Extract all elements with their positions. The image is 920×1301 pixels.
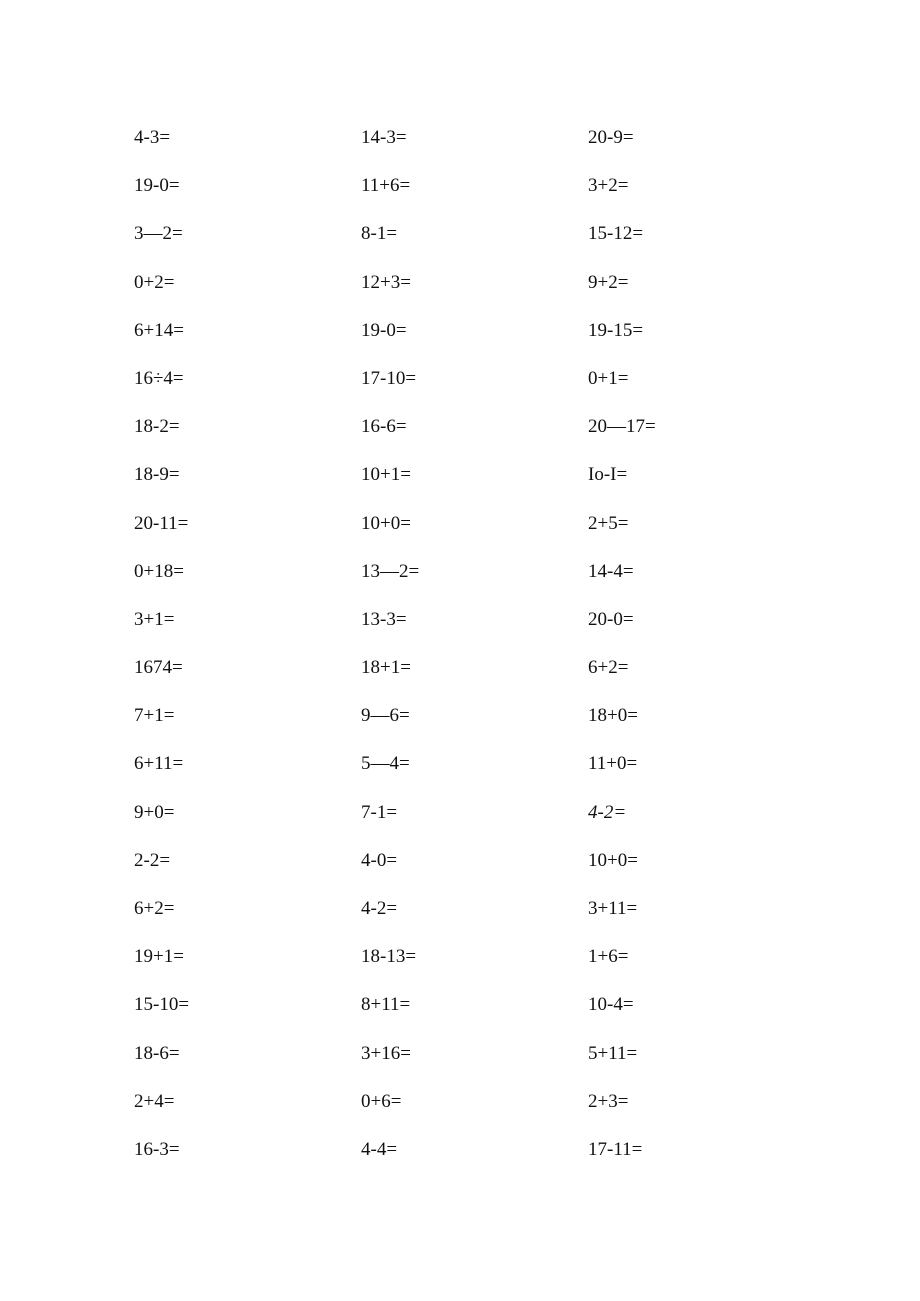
problem: 14-4= bbox=[588, 560, 634, 582]
problem: 3+1= bbox=[134, 608, 175, 630]
problem: 2+3= bbox=[588, 1090, 629, 1112]
problem: 17-11= bbox=[588, 1138, 643, 1160]
problem: 10-4= bbox=[588, 994, 634, 1016]
problem: 19-0= bbox=[134, 175, 180, 197]
problem: 2-2= bbox=[134, 849, 171, 871]
problem: 0+2= bbox=[134, 271, 175, 293]
problem: 2+4= bbox=[134, 1090, 175, 1112]
problem: 4-2= bbox=[361, 898, 398, 919]
problem: 9—6= bbox=[361, 705, 410, 727]
problem: 18-2= bbox=[134, 416, 180, 438]
problem: 4-3= bbox=[134, 127, 171, 148]
problem: 0+1= bbox=[588, 367, 629, 389]
problem: 7-1= bbox=[361, 801, 398, 823]
problem: 19+1= bbox=[134, 946, 184, 968]
problem: 3+11= bbox=[588, 898, 638, 919]
problem: 18-9= bbox=[134, 464, 180, 486]
problem: 6+11= bbox=[134, 753, 184, 775]
problem: 4-4= bbox=[361, 1138, 398, 1160]
problem: 16-6= bbox=[361, 416, 407, 438]
problem: 6+2= bbox=[588, 657, 629, 679]
problem: 6+2= bbox=[134, 898, 175, 919]
problem: 13-3= bbox=[361, 608, 407, 630]
problem: 3—2= bbox=[134, 223, 183, 245]
problem: 15-12= bbox=[588, 223, 644, 245]
problem: 10+0= bbox=[361, 512, 411, 534]
problem: 4-2= bbox=[588, 801, 627, 823]
problem: 9+2= bbox=[588, 271, 629, 293]
problem: 18+0= bbox=[588, 705, 638, 727]
problem: 18-13= bbox=[361, 946, 417, 968]
problem: 7+1= bbox=[134, 705, 175, 727]
problem: 2+5= bbox=[588, 512, 629, 534]
problem: 0+18= bbox=[134, 560, 184, 582]
problem: 6+14= bbox=[134, 319, 184, 341]
problem: 10+1= bbox=[361, 464, 411, 486]
problem: 5—4= bbox=[361, 753, 410, 775]
problem: 17-10= bbox=[361, 367, 417, 389]
problem: 16÷4= bbox=[134, 367, 184, 389]
problem: 18+1= bbox=[361, 657, 411, 679]
problem: 19-0= bbox=[361, 319, 407, 341]
problem: 4-0= bbox=[361, 849, 398, 871]
problem: Io-I= bbox=[588, 464, 628, 486]
problem: 0+6= bbox=[361, 1090, 402, 1112]
problem: 5+11= bbox=[588, 1042, 638, 1064]
problem: 3+16= bbox=[361, 1042, 411, 1064]
problem: 9+0= bbox=[134, 801, 175, 823]
problem: 18-6= bbox=[134, 1042, 180, 1064]
problem: 8+11= bbox=[361, 994, 411, 1016]
problem: 3+2= bbox=[588, 175, 629, 197]
problem: 12+3= bbox=[361, 271, 411, 293]
problem: 20-9= bbox=[588, 127, 634, 148]
problem: 20—17= bbox=[588, 416, 656, 438]
problem: 11+0= bbox=[588, 753, 638, 775]
problem: 10+0= bbox=[588, 849, 638, 871]
problem: 1674= bbox=[134, 657, 183, 679]
problem: 1+6= bbox=[588, 946, 629, 968]
problem: 8-1= bbox=[361, 223, 398, 245]
problem: 19-15= bbox=[588, 319, 644, 341]
problem: 14-3= bbox=[361, 127, 407, 148]
problem: 11+6= bbox=[361, 175, 411, 197]
problem: 13—2= bbox=[361, 560, 420, 582]
problem: 16-3= bbox=[134, 1138, 180, 1160]
problem: 20-0= bbox=[588, 608, 634, 630]
problem: 15-10= bbox=[134, 994, 190, 1016]
problem: 20-11= bbox=[134, 512, 189, 534]
